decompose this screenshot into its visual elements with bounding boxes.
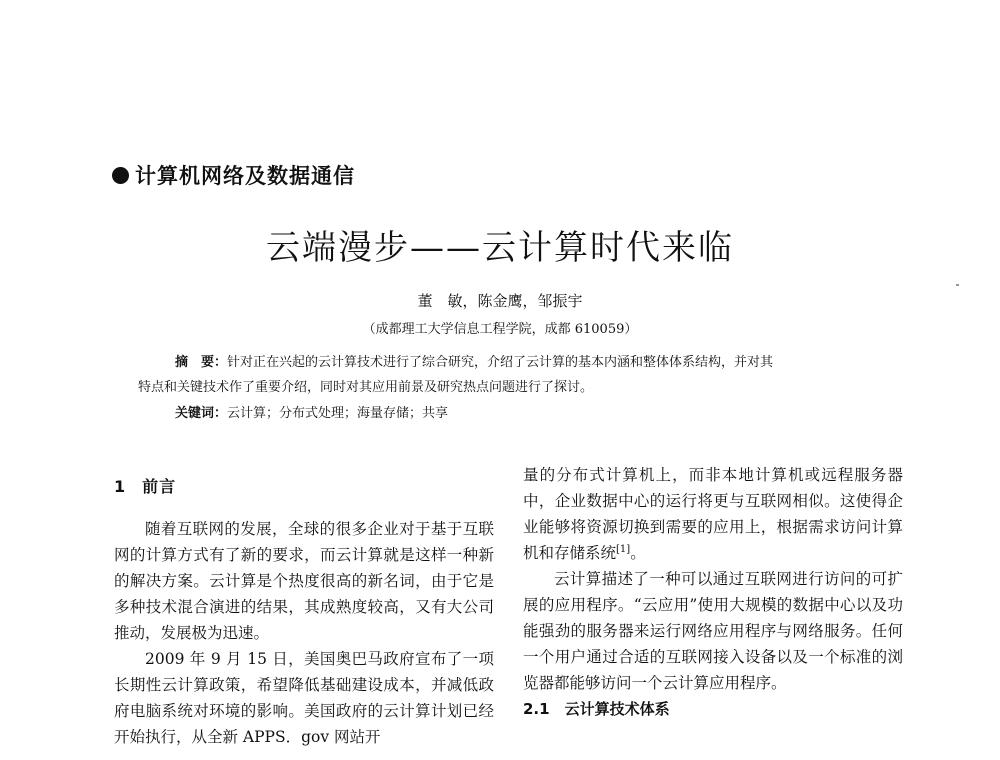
bullet-icon <box>112 167 129 184</box>
section-1-number: 1 <box>114 477 127 496</box>
section-1-heading <box>114 474 494 500</box>
paragraph: 随着互联网的发展，全球的很多企业对于基于互联网的计算方式有了新的要求，而云计算就是这样一种新的解决方案。云计算是个热度很高的新名词，由于它是多种技术混合演进的结果，其成熟度较高，又有大公司推动，发展极为迅速。 <box>114 520 494 642</box>
keywords <box>175 402 448 421</box>
scan-speck <box>956 284 959 286</box>
section-1-title: 前言 <box>142 477 177 496</box>
abstract-label: 摘 要： <box>175 355 228 370</box>
paper-title: 云端漫步——云计算时代来临 <box>266 228 734 268</box>
authors: 董 敏，陈金鹰，邹振宇 <box>417 292 583 310</box>
abstract <box>138 350 858 400</box>
citation-ref: [1] <box>616 543 631 555</box>
keywords-label: 关键词： <box>175 406 228 421</box>
paragraph <box>523 462 903 566</box>
abstract-line-1: 针对正在兴起的云计算技术进行了综合研究，介绍了云计算的基本内涵和整体体系结构，并对其 <box>227 355 774 370</box>
subsection-heading: 2.1 云计算技术体系 <box>523 700 670 718</box>
section-category-label: 计算机网络及数据通信 <box>135 164 355 188</box>
paragraph: 2009 年 9 月 15 日，美国奥巴马政府宣布了一项长期性云计算政策，希望降低基础建设成本，并减低政府电脑系统对环境的影响。美国政府的云计算计划已经开始执行，从全新 APPS．gov 网站开 <box>114 650 494 746</box>
section-category-header <box>112 160 355 190</box>
affiliation: （成都理工大学信息工程学院，成都 610059） <box>362 322 638 337</box>
paragraph: 云计算描述了一种可以通过互联网进行访问的可扩展的应用程序。“云应用”使用大规模的数据中心以及功能强劲的服务器来运行网络应用程序与网络服务。任何一个用户通过合适的互联网接入设备以及一个标准的浏览器都能够访问一个云计算应用程序。 <box>523 570 903 692</box>
paragraph-text: 量的分布式计算机上，而非本地计算机或远程服务器中，企业数据中心的运行将更与互联网相似。这使得企业能够将资源切换到需要的应用上，根据需求访问计算机和存储系统 <box>523 466 903 562</box>
keywords-text: 云计算；分布式处理；海量存储；共享 <box>227 406 449 421</box>
right-column <box>523 462 903 722</box>
left-column <box>114 474 494 750</box>
paragraph-end: 。 <box>630 544 646 562</box>
abstract-line-2: 特点和关键技术作了重要介绍，同时对其应用前景及研究热点问题进行了探讨。 <box>138 380 594 395</box>
